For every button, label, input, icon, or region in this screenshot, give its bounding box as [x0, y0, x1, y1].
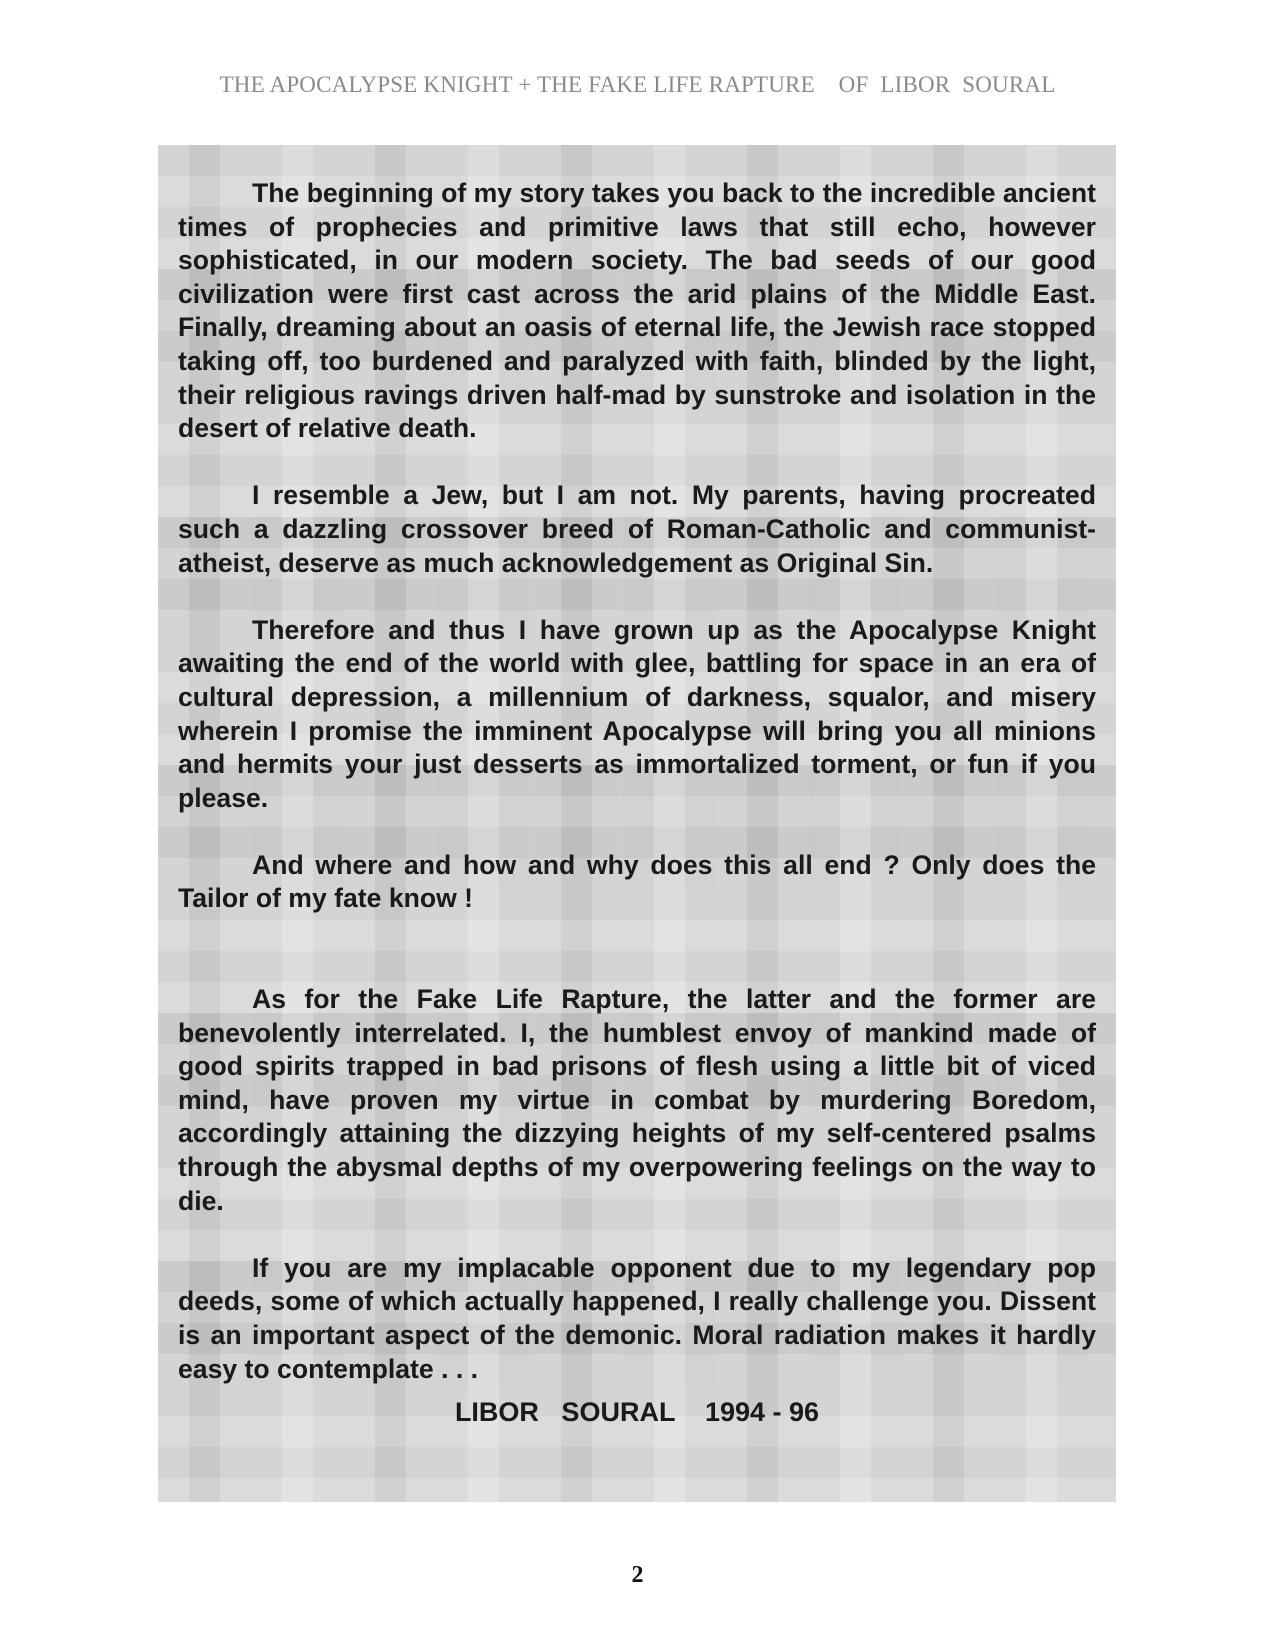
paragraph-1: The beginning of my story takes you back to the incredible ancient times of prophecies and primitive laws that still echo, however sophisticated, in our modern society. The bad seeds of our good civilization were first cast across the arid plains of the Middle East. Finally, dreaming about an oasis of eternal life, the Jewish race stopped taking off, too burdened and paralyzed with faith, blinded by the light, their religious ravings driven half-mad by sunstroke and isolation in the desert of relative death.	[178, 178, 1096, 444]
panel-body	[178, 177, 1096, 1420]
paragraph-4: And where and how and why does this all end ? Only does the Tailor of my fate know !	[178, 849, 1096, 914]
signature: LIBOR SOURAL 1994 - 96	[454, 1397, 820, 1427]
text-panel	[158, 145, 1116, 1502]
paragraph-3: Therefore and thus I have grown up as the Apocalypse Knight awaiting the end of the world with glee, battling for space in an era of cultural depression, a millennium of darkness, squalor, and misery wherein I promise the imminent Apocalypse will bring you all minions and hermits your just desserts as immortalized torment, or fun if you please.	[178, 614, 1096, 813]
paragraph-6: If you are my implacable opponent due to my legendary pop deeds, some of which actually happened, I really challenge you. Dissent is an important aspect of the demonic. Moral radiation makes it hardly easy to contemplate . . .	[178, 1252, 1096, 1384]
page-number: 2	[631, 1562, 644, 1588]
paragraph-5: As for the Fake Life Rapture, the latter and the former are benevolently interrelated. I, the humblest envoy of mankind made of good spirits trapped in bad prisons of flesh using a little bit of viced mind, have proven my virtue in combat by murdering Boredom, accordingly attaining the dizzying heights of my self-centered psalms through the abysmal depths of my overpowering feelings on the way to die.	[178, 984, 1096, 1216]
paragraph-2: I resemble a Jew, but I am not. My parents, having procreated such a dazzling crossover breed of Roman-Catholic and communist-atheist, deserve as much acknowledgement as Original Sin.	[178, 480, 1096, 578]
running-header: THE APOCALYPSE KNIGHT + THE FAKE LIFE RAPTURE OF LIBOR SOURAL	[219, 72, 1056, 97]
